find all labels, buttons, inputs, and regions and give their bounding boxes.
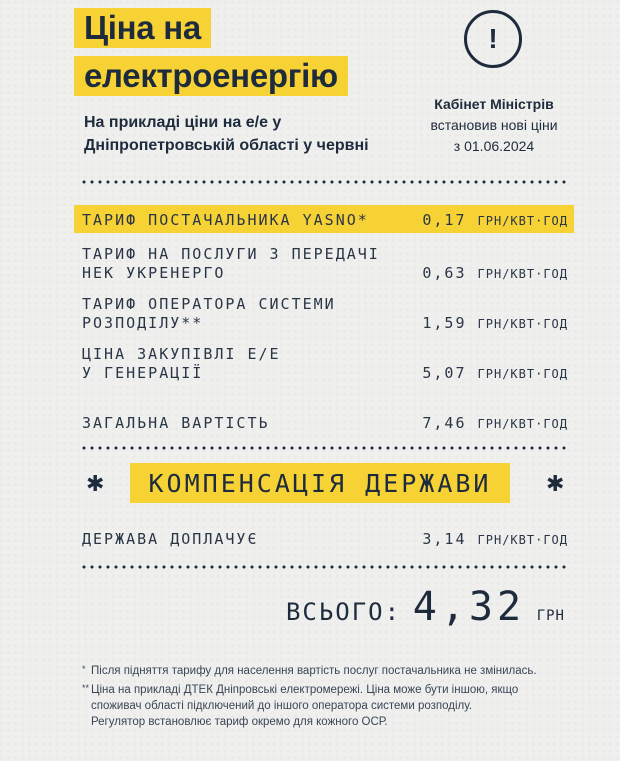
row-value: 1,59 (422, 314, 467, 332)
compensation-title: КОМПЕНСАЦІЯ ДЕРЖАВИ (130, 463, 510, 503)
footnote-text: Регулятор встановлює тариф окремо для кожного ОСР. (91, 716, 388, 728)
row-value: 3,14 (422, 530, 467, 548)
footnote-text: споживач області підключений до іншого оператора системи розподілу. (91, 700, 473, 712)
row-value: 0,63 (422, 264, 467, 282)
footnote-text: Ціна на прикладі ДТЕК Дніпровські електромережі. Ціна може бути іншою, якщо (91, 684, 519, 696)
row-label-line: ТАРИФ НА ПОСЛУГИ З ПЕРЕДАЧІ (82, 245, 380, 263)
row-unit: ГРН/КВТ·ГОД (477, 417, 568, 431)
row-label-line: НЕК УКРЕНЕРГО (82, 264, 226, 282)
grand-total (286, 584, 565, 630)
cabinet-line-2: встановив нові ціни (430, 117, 558, 133)
row-transmission-label (82, 245, 380, 283)
subtitle-line-1: На прикладі ціни на е/е у (84, 114, 282, 131)
row-unit: ГРН/КВТ·ГОД (477, 214, 568, 228)
row-distribution-value (422, 314, 568, 334)
row-supplier-tariff-label (82, 211, 369, 230)
row-label-line: ЦІНА ЗАКУПІВЛІ Е/Е (82, 345, 281, 363)
state-payment-label: ДЕРЖАВА ДОПЛАЧУЄ (82, 530, 259, 548)
row-total-cost-label (82, 414, 270, 433)
row-value: 7,46 (422, 414, 467, 432)
row-unit: ГРН/КВТ·ГОД (477, 367, 568, 381)
row-transmission-value (422, 264, 568, 284)
dotted-divider (80, 180, 570, 184)
row-generation-value (422, 364, 568, 384)
subtitle-line-2: Дніпропетровській області у червні (84, 137, 369, 154)
row-total-cost-value (422, 414, 568, 434)
footnote-mark: ** (82, 683, 90, 693)
footnote-text: Після підняття тарифу для населення вартість послуг постачальника не змінилась. (91, 665, 537, 677)
row-value: 0,17 (422, 211, 467, 229)
star-icon: ✱ (86, 471, 105, 496)
title-line-2: електроенергію (74, 56, 348, 96)
row-supplier-tariff-value (422, 211, 568, 231)
footnote-1 (82, 663, 572, 679)
cabinet-note (410, 94, 578, 157)
star-icon: ✱ (546, 471, 565, 496)
row-unit: ГРН/КВТ·ГОД (477, 533, 568, 547)
row-unit: ГРН/КВТ·ГОД (477, 317, 568, 331)
row-label-line: ЗАГАЛЬНА ВАРТІСТЬ (82, 414, 270, 432)
cabinet-line-3: з 01.06.2024 (453, 138, 535, 154)
row-unit: ГРН/КВТ·ГОД (477, 267, 568, 281)
row-generation-label (82, 345, 281, 383)
subtitle (84, 111, 404, 157)
total-label: ВСЬОГО: (285, 598, 402, 626)
row-value: 5,07 (422, 364, 467, 382)
footnote-mark: * (82, 664, 86, 674)
total-currency: ГРН (536, 608, 565, 624)
row-label-line: ТАРИФ ОПЕРАТОРА СИСТЕМИ (82, 295, 336, 313)
dotted-divider (80, 446, 570, 450)
title-line-1: Ціна на (74, 8, 211, 48)
row-distribution-label (82, 295, 336, 333)
row-label-line: У ГЕНЕРАЦІЇ (82, 364, 204, 382)
dotted-divider (80, 565, 570, 569)
exclamation-circle-icon (464, 10, 522, 68)
state-payment-value (422, 530, 568, 550)
row-label-line: ТАРИФ ПОСТАЧАЛЬНИКА YASNO* (82, 211, 369, 229)
alert-symbol: ! (488, 23, 498, 54)
cabinet-line-1: Кабінет Міністрів (434, 96, 554, 112)
row-label-line: РОЗПОДІЛУ** (82, 314, 204, 332)
footnote-2 (82, 682, 572, 730)
total-value: 4,32 (412, 584, 526, 630)
